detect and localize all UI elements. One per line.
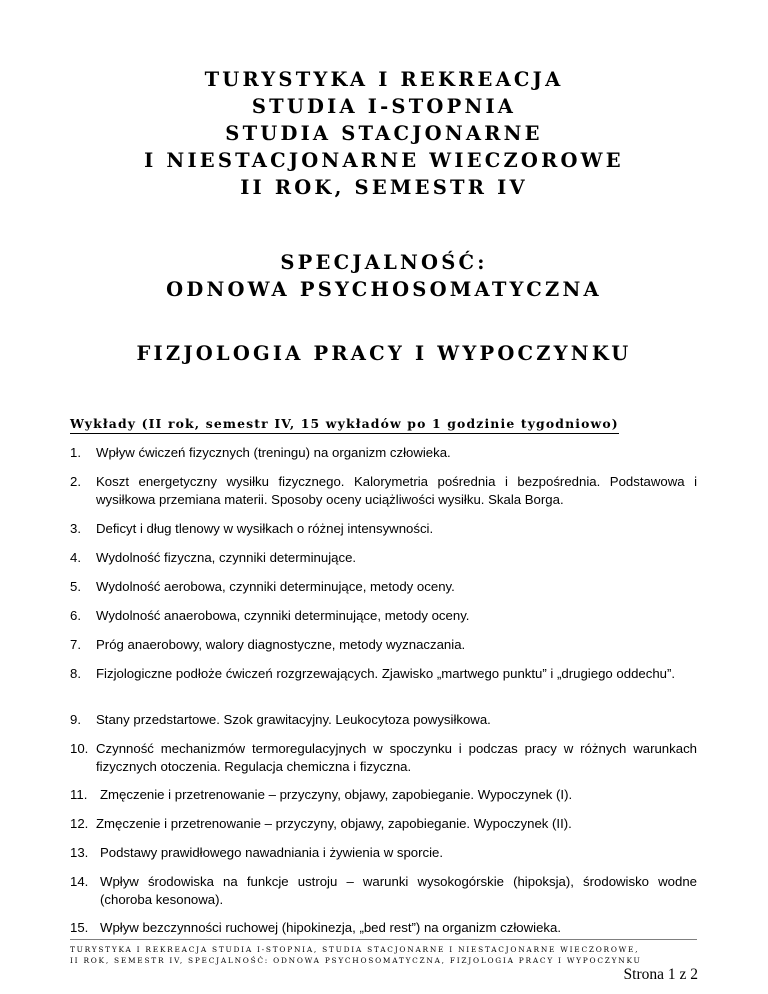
- footer-line-2: II ROK, SEMESTR IV, SPECJALNOŚĆ: ODNOWA PSYCHOSOMATYCZNA, FIZJOLOGIA PRACY I WYPOCZYNKU: [70, 956, 642, 965]
- header-line-field: TURYSTYKA I REKREACJA: [204, 68, 564, 91]
- list-item-text: Stany przedstartowe. Szok grawitacyjny. Leukocytoza powysiłkowa.: [96, 712, 491, 727]
- list-item-text: Deficyt i dług tlenowy w wysiłkach o różnej intensywności.: [96, 521, 434, 536]
- list-item-number: 9.: [70, 712, 81, 727]
- subject-title: FIZJOLOGIA PRACY I WYPOCZYNKU: [136, 342, 632, 365]
- list-item-text: Wpływ środowiska na funkcje ustroju – warunki wysokogórskie (hipoksja), środowisko wodne (choroba kesonowa).: [100, 874, 697, 907]
- course-header: [0, 66, 768, 201]
- list-item-number: 1.: [70, 445, 81, 460]
- list-item-text: Zmęczenie i przetrenowanie – przyczyny, objawy, zapobieganie. Wypoczynek (I).: [100, 787, 573, 802]
- list-item-number: 10.: [70, 741, 89, 756]
- list-item-text: Zmęczenie i przetrenowanie – przyczyny, objawy, zapobieganie. Wypoczynek (II).: [96, 816, 572, 831]
- list-item-text: Koszt energetyczny wysiłku fizycznego. Kalorymetria pośrednia i bezpośrednia. Podstawowa i wysiłkowa przemiana materii. Sposoby oceny uciążliwości wysiłku. Skala Borga.: [96, 474, 697, 507]
- list-item-number: 8.: [70, 666, 81, 681]
- list-item-text: Czynność mechanizmów termoregulacyjnych w spoczynku i podczas pracy w różnych warunkach fizycznych otoczenia. Regulacja chemiczna i fizyczna.: [96, 741, 697, 774]
- list-item-number: 15.: [70, 920, 89, 935]
- list-item-number: 2.: [70, 474, 81, 489]
- list-item-number: 13.: [70, 845, 89, 860]
- list-item-text: Wpływ bezczynności ruchowej (hipokinezja, „bed rest”) na organizm człowieka.: [100, 920, 562, 935]
- header-line-mode-evening: I NIESTACJONARNE WIECZOROWE: [144, 149, 624, 172]
- list-item-text: Podstawy prawidłowego nawadniania i żywienia w sporcie.: [100, 845, 444, 860]
- lectures-heading: Wykłady (II rok, semestr IV, 15 wykładów po 1 godzinie tygodniowo): [70, 416, 619, 434]
- list-item-number: 7.: [70, 637, 81, 652]
- list-item-number: 12.: [70, 816, 89, 831]
- list-item-number: 4.: [70, 550, 81, 565]
- page-footer: [70, 944, 710, 966]
- header-line-level: STUDIA I-STOPNIA: [251, 95, 517, 118]
- list-item-text: Próg anaerobowy, walory diagnostyczne, metody wyznaczania.: [96, 637, 466, 652]
- header-line-year-semester: II ROK, SEMESTR IV: [240, 176, 528, 199]
- specialization-label: SPECJALNOŚĆ:: [280, 251, 488, 274]
- list-item-text: Fizjologiczne podłoże ćwiczeń rozgrzewających. Zjawisko „martwego punktu” i „drugiego oddechu”.: [96, 666, 676, 681]
- list-item-text: Wydolność anaerobowa, czynniki determinujące, metody oceny.: [96, 608, 470, 623]
- specialization-block: [0, 249, 768, 303]
- list-item-text: Wydolność fizyczna, czynniki determinujące.: [96, 550, 357, 565]
- footer-divider: [70, 939, 697, 940]
- list-item-text: Wydolność aerobowa, czynniki determinujące, metody oceny.: [96, 579, 455, 594]
- list-item-number: 6.: [70, 608, 81, 623]
- list-item-number: 5.: [70, 579, 81, 594]
- footer-line-1: TURYSTYKA I REKREACJA STUDIA I-STOPNIA, STUDIA STACJONARNE I NIESTACJONARNE WIECZOROWE,: [70, 945, 640, 954]
- specialization-name: ODNOWA PSYCHOSOMATYCZNA: [166, 278, 602, 301]
- list-item-number: 3.: [70, 521, 81, 536]
- list-item-text: Wpływ ćwiczeń fizycznych (treningu) na organizm człowieka.: [96, 445, 451, 460]
- page-number: Strona 1 z 2: [623, 966, 698, 983]
- header-line-mode: STUDIA STACJONARNE: [225, 122, 543, 145]
- list-item-number: 11.: [70, 787, 88, 802]
- list-item-number: 14.: [70, 874, 89, 889]
